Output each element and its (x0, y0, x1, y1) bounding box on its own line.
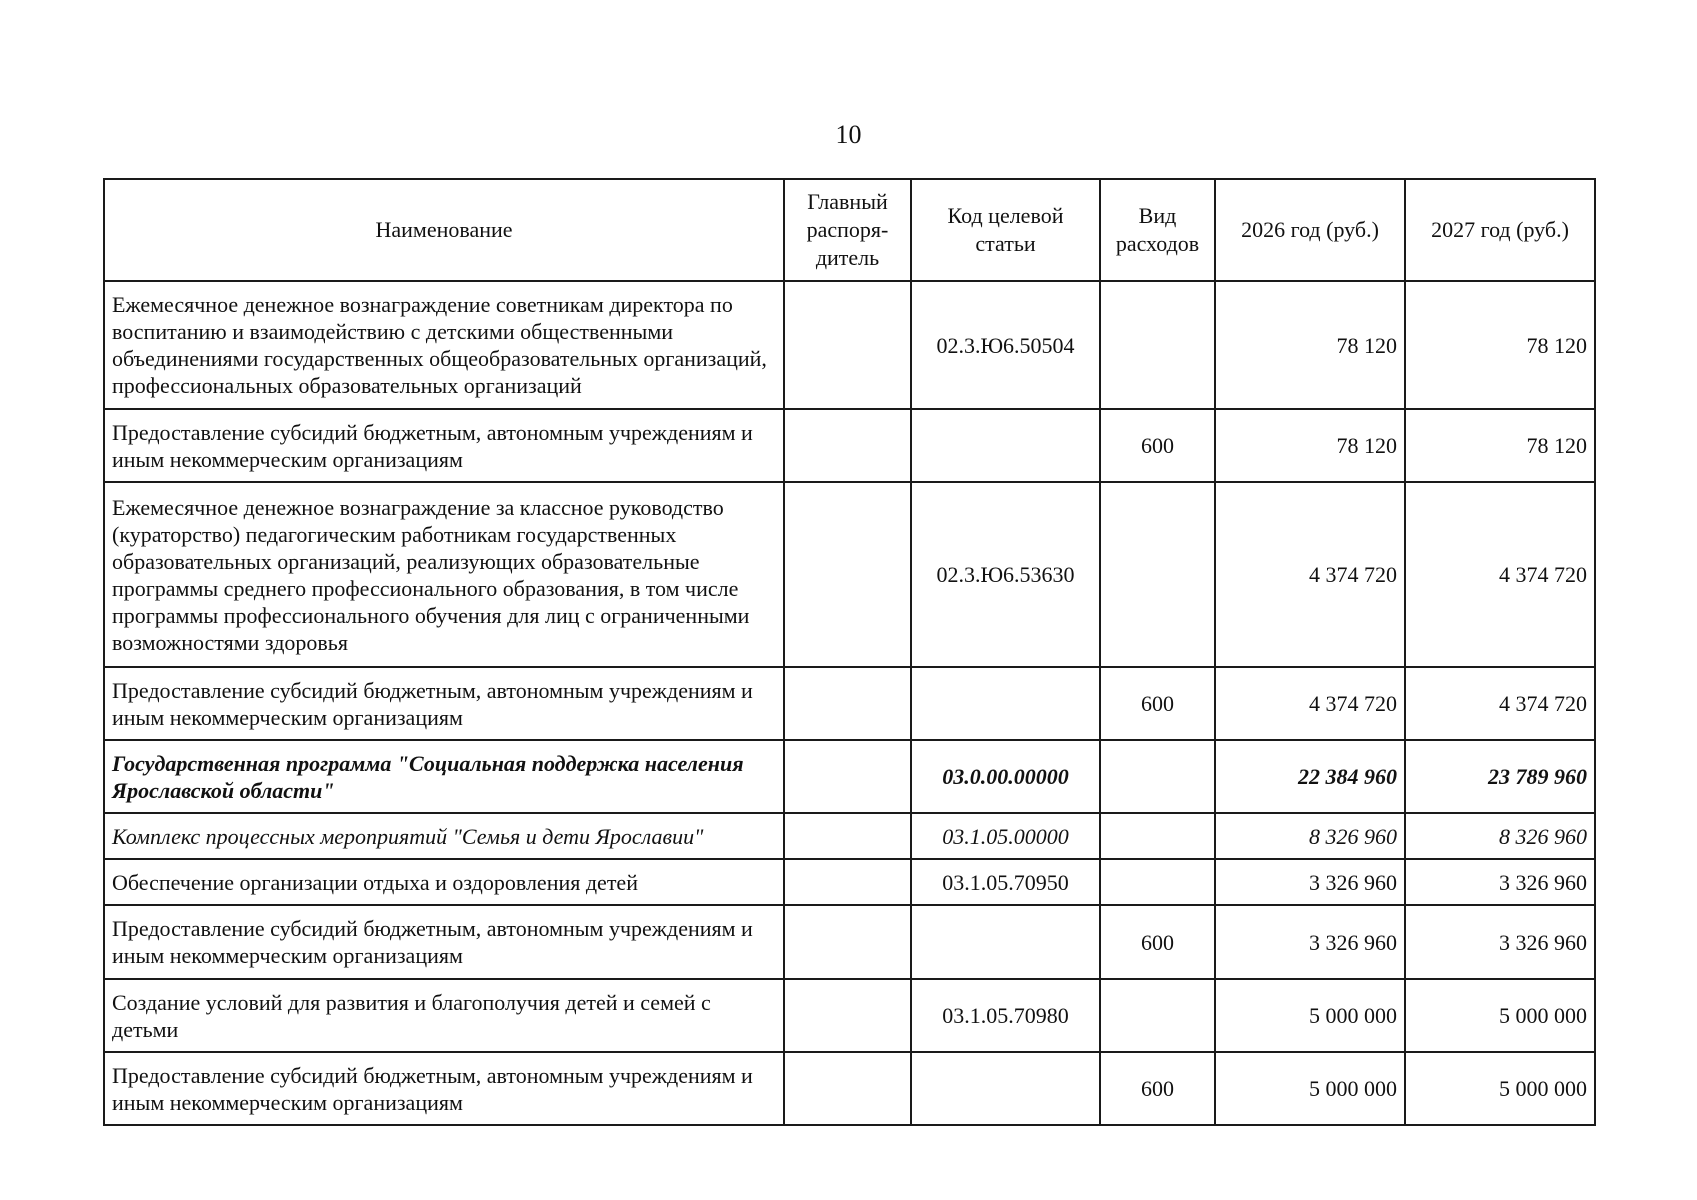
row-administrator (784, 740, 911, 813)
header-administrator: Главный распоря-дитель (784, 179, 911, 281)
table-row (104, 979, 1595, 1052)
row-expense-type: 600 (1100, 667, 1215, 740)
row-year-2027: 4 374 720 (1405, 482, 1595, 667)
row-year-2027: 23 789 960 (1405, 740, 1595, 813)
row-name: Государственная программа "Социальная поддержка населения Ярославской области" (104, 740, 784, 813)
table-row (104, 667, 1595, 740)
row-administrator (784, 859, 911, 905)
row-code (911, 667, 1100, 740)
row-administrator (784, 905, 911, 979)
row-administrator (784, 281, 911, 409)
row-expense-type: 600 (1100, 1052, 1215, 1125)
row-year-2026: 5 000 000 (1215, 979, 1405, 1052)
row-year-2027: 5 000 000 (1405, 1052, 1595, 1125)
table-body (104, 281, 1595, 1125)
row-name: Предоставление субсидий бюджетным, автономным учреждениям и иным некоммерческим организациям (104, 667, 784, 740)
row-name: Обеспечение организации отдыха и оздоровления детей (104, 859, 784, 905)
table-row-complex (104, 813, 1595, 859)
header-year-2026: 2026 год (руб.) (1215, 179, 1405, 281)
row-name: Комплекс процессных мероприятий "Семья и дети Ярославии" (104, 813, 784, 859)
row-year-2026: 5 000 000 (1215, 1052, 1405, 1125)
row-code: 02.3.Ю6.50504 (911, 281, 1100, 409)
row-administrator (784, 482, 911, 667)
row-code: 03.1.05.00000 (911, 813, 1100, 859)
header-name: Наименование (104, 179, 784, 281)
row-code: 02.3.Ю6.53630 (911, 482, 1100, 667)
row-name: Предоставление субсидий бюджетным, автономным учреждениям и иным некоммерческим организациям (104, 905, 784, 979)
row-year-2027: 3 326 960 (1405, 905, 1595, 979)
page-number: 10 (835, 120, 862, 149)
row-year-2027: 78 120 (1405, 281, 1595, 409)
row-code (911, 409, 1100, 482)
row-expense-type (1100, 813, 1215, 859)
row-year-2027: 8 326 960 (1405, 813, 1595, 859)
row-name: Ежемесячное денежное вознаграждение советникам директора по воспитанию и взаимодействию с детскими общественными объединениями государственных общеобразовательных организаций, профессиональных образовательных организаций (104, 281, 784, 409)
header-year-2027: 2027 год (руб.) (1405, 179, 1595, 281)
row-year-2026: 8 326 960 (1215, 813, 1405, 859)
row-code: 03.0.00.00000 (911, 740, 1100, 813)
row-name: Создание условий для развития и благополучия детей и семей с детьми (104, 979, 784, 1052)
row-year-2026: 3 326 960 (1215, 905, 1405, 979)
row-year-2026: 4 374 720 (1215, 667, 1405, 740)
row-year-2026: 78 120 (1215, 409, 1405, 482)
table-row (104, 859, 1595, 905)
row-expense-type: 600 (1100, 409, 1215, 482)
row-year-2027: 78 120 (1405, 409, 1595, 482)
row-code (911, 1052, 1100, 1125)
row-administrator (784, 979, 911, 1052)
row-code (911, 905, 1100, 979)
row-administrator (784, 667, 911, 740)
row-year-2026: 22 384 960 (1215, 740, 1405, 813)
row-expense-type (1100, 979, 1215, 1052)
table-row (104, 1052, 1595, 1125)
header-expense-type: Вид расходов (1100, 179, 1215, 281)
row-expense-type (1100, 740, 1215, 813)
row-administrator (784, 409, 911, 482)
row-year-2026: 78 120 (1215, 281, 1405, 409)
table-row (104, 409, 1595, 482)
row-expense-type (1100, 859, 1215, 905)
row-expense-type (1100, 482, 1215, 667)
row-code: 03.1.05.70950 (911, 859, 1100, 905)
row-administrator (784, 1052, 911, 1125)
table-row (104, 905, 1595, 979)
row-expense-type (1100, 281, 1215, 409)
table-row (104, 482, 1595, 667)
table-header (104, 179, 1595, 281)
budget-table (103, 178, 1596, 1126)
table-row-program (104, 740, 1595, 813)
row-code: 03.1.05.70980 (911, 979, 1100, 1052)
row-year-2026: 3 326 960 (1215, 859, 1405, 905)
header-code: Код целевой статьи (911, 179, 1100, 281)
row-name: Предоставление субсидий бюджетным, автономным учреждениям и иным некоммерческим организациям (104, 1052, 784, 1125)
row-year-2027: 4 374 720 (1405, 667, 1595, 740)
row-year-2027: 3 326 960 (1405, 859, 1595, 905)
row-name: Предоставление субсидий бюджетным, автономным учреждениям и иным некоммерческим организациям (104, 409, 784, 482)
table-row (104, 281, 1595, 409)
row-administrator (784, 813, 911, 859)
row-expense-type: 600 (1100, 905, 1215, 979)
row-year-2026: 4 374 720 (1215, 482, 1405, 667)
row-name: Ежемесячное денежное вознаграждение за классное руководство (кураторство) педагогическим работникам государственных образовательных организаций, реализующих образовательные программы среднего профессионального образования, в том числе программы профессионального обучения для лиц с ограниченными возможностями здоровья (104, 482, 784, 667)
row-year-2027: 5 000 000 (1405, 979, 1595, 1052)
